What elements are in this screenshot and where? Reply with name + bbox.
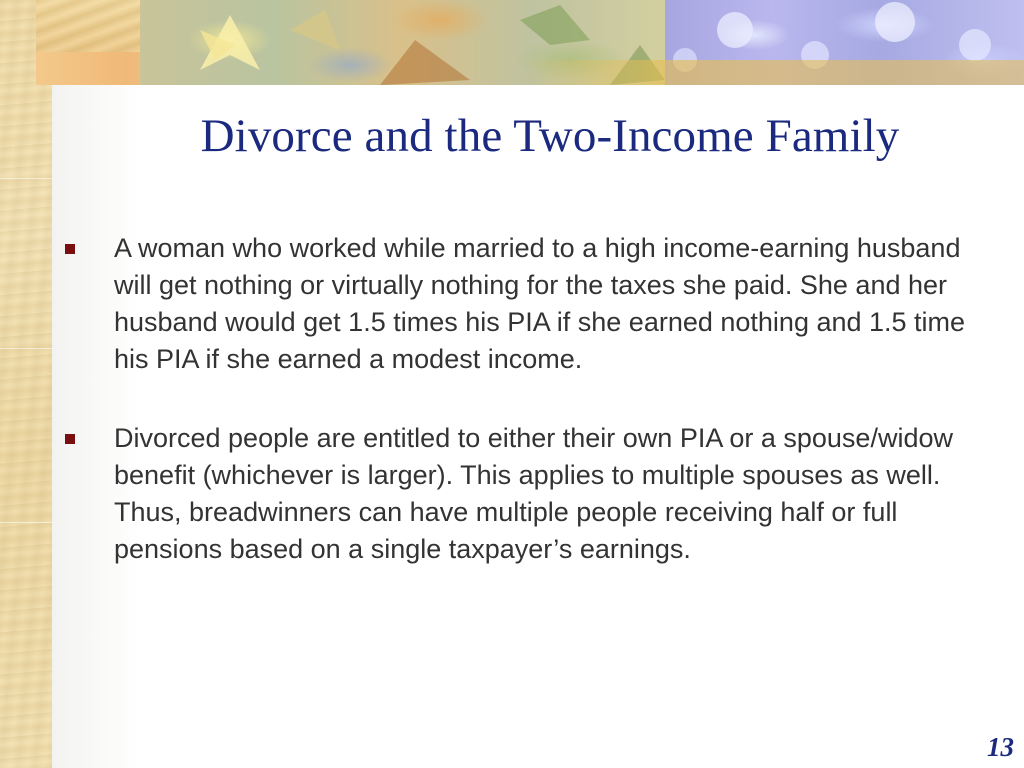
square-bullet-icon	[65, 434, 75, 444]
bullet-text: A woman who worked while married to a high income-earning husband will get nothing or virtually nothing for the taxes she paid. She and her husband would get 1.5 times his PIA if she earned nothing and 1.5 time his PIA if she earned a modest income.	[114, 233, 966, 374]
decorative-header-banner	[0, 0, 1024, 85]
strip-seam	[0, 178, 52, 179]
bullet-item	[60, 230, 990, 378]
slide-title: Divorce and the Two-Income Family	[200, 110, 900, 162]
square-bullet-icon	[65, 244, 75, 254]
slide-number: 13	[987, 732, 1014, 762]
strip-seam	[0, 348, 52, 349]
bullet-item	[60, 420, 990, 568]
strip-seam	[0, 522, 52, 523]
banner-gold-stripe	[520, 60, 1024, 85]
bullet-text: Divorced people are entitled to either their own PIA or a spouse/widow benefit (whichever is larger). This applies to multiple spouses as well. Thus, breadwinners can have multiple people receiving half or full pensions based on a single taxpayer’s earnings.	[114, 423, 953, 564]
bullet-list	[60, 230, 990, 610]
